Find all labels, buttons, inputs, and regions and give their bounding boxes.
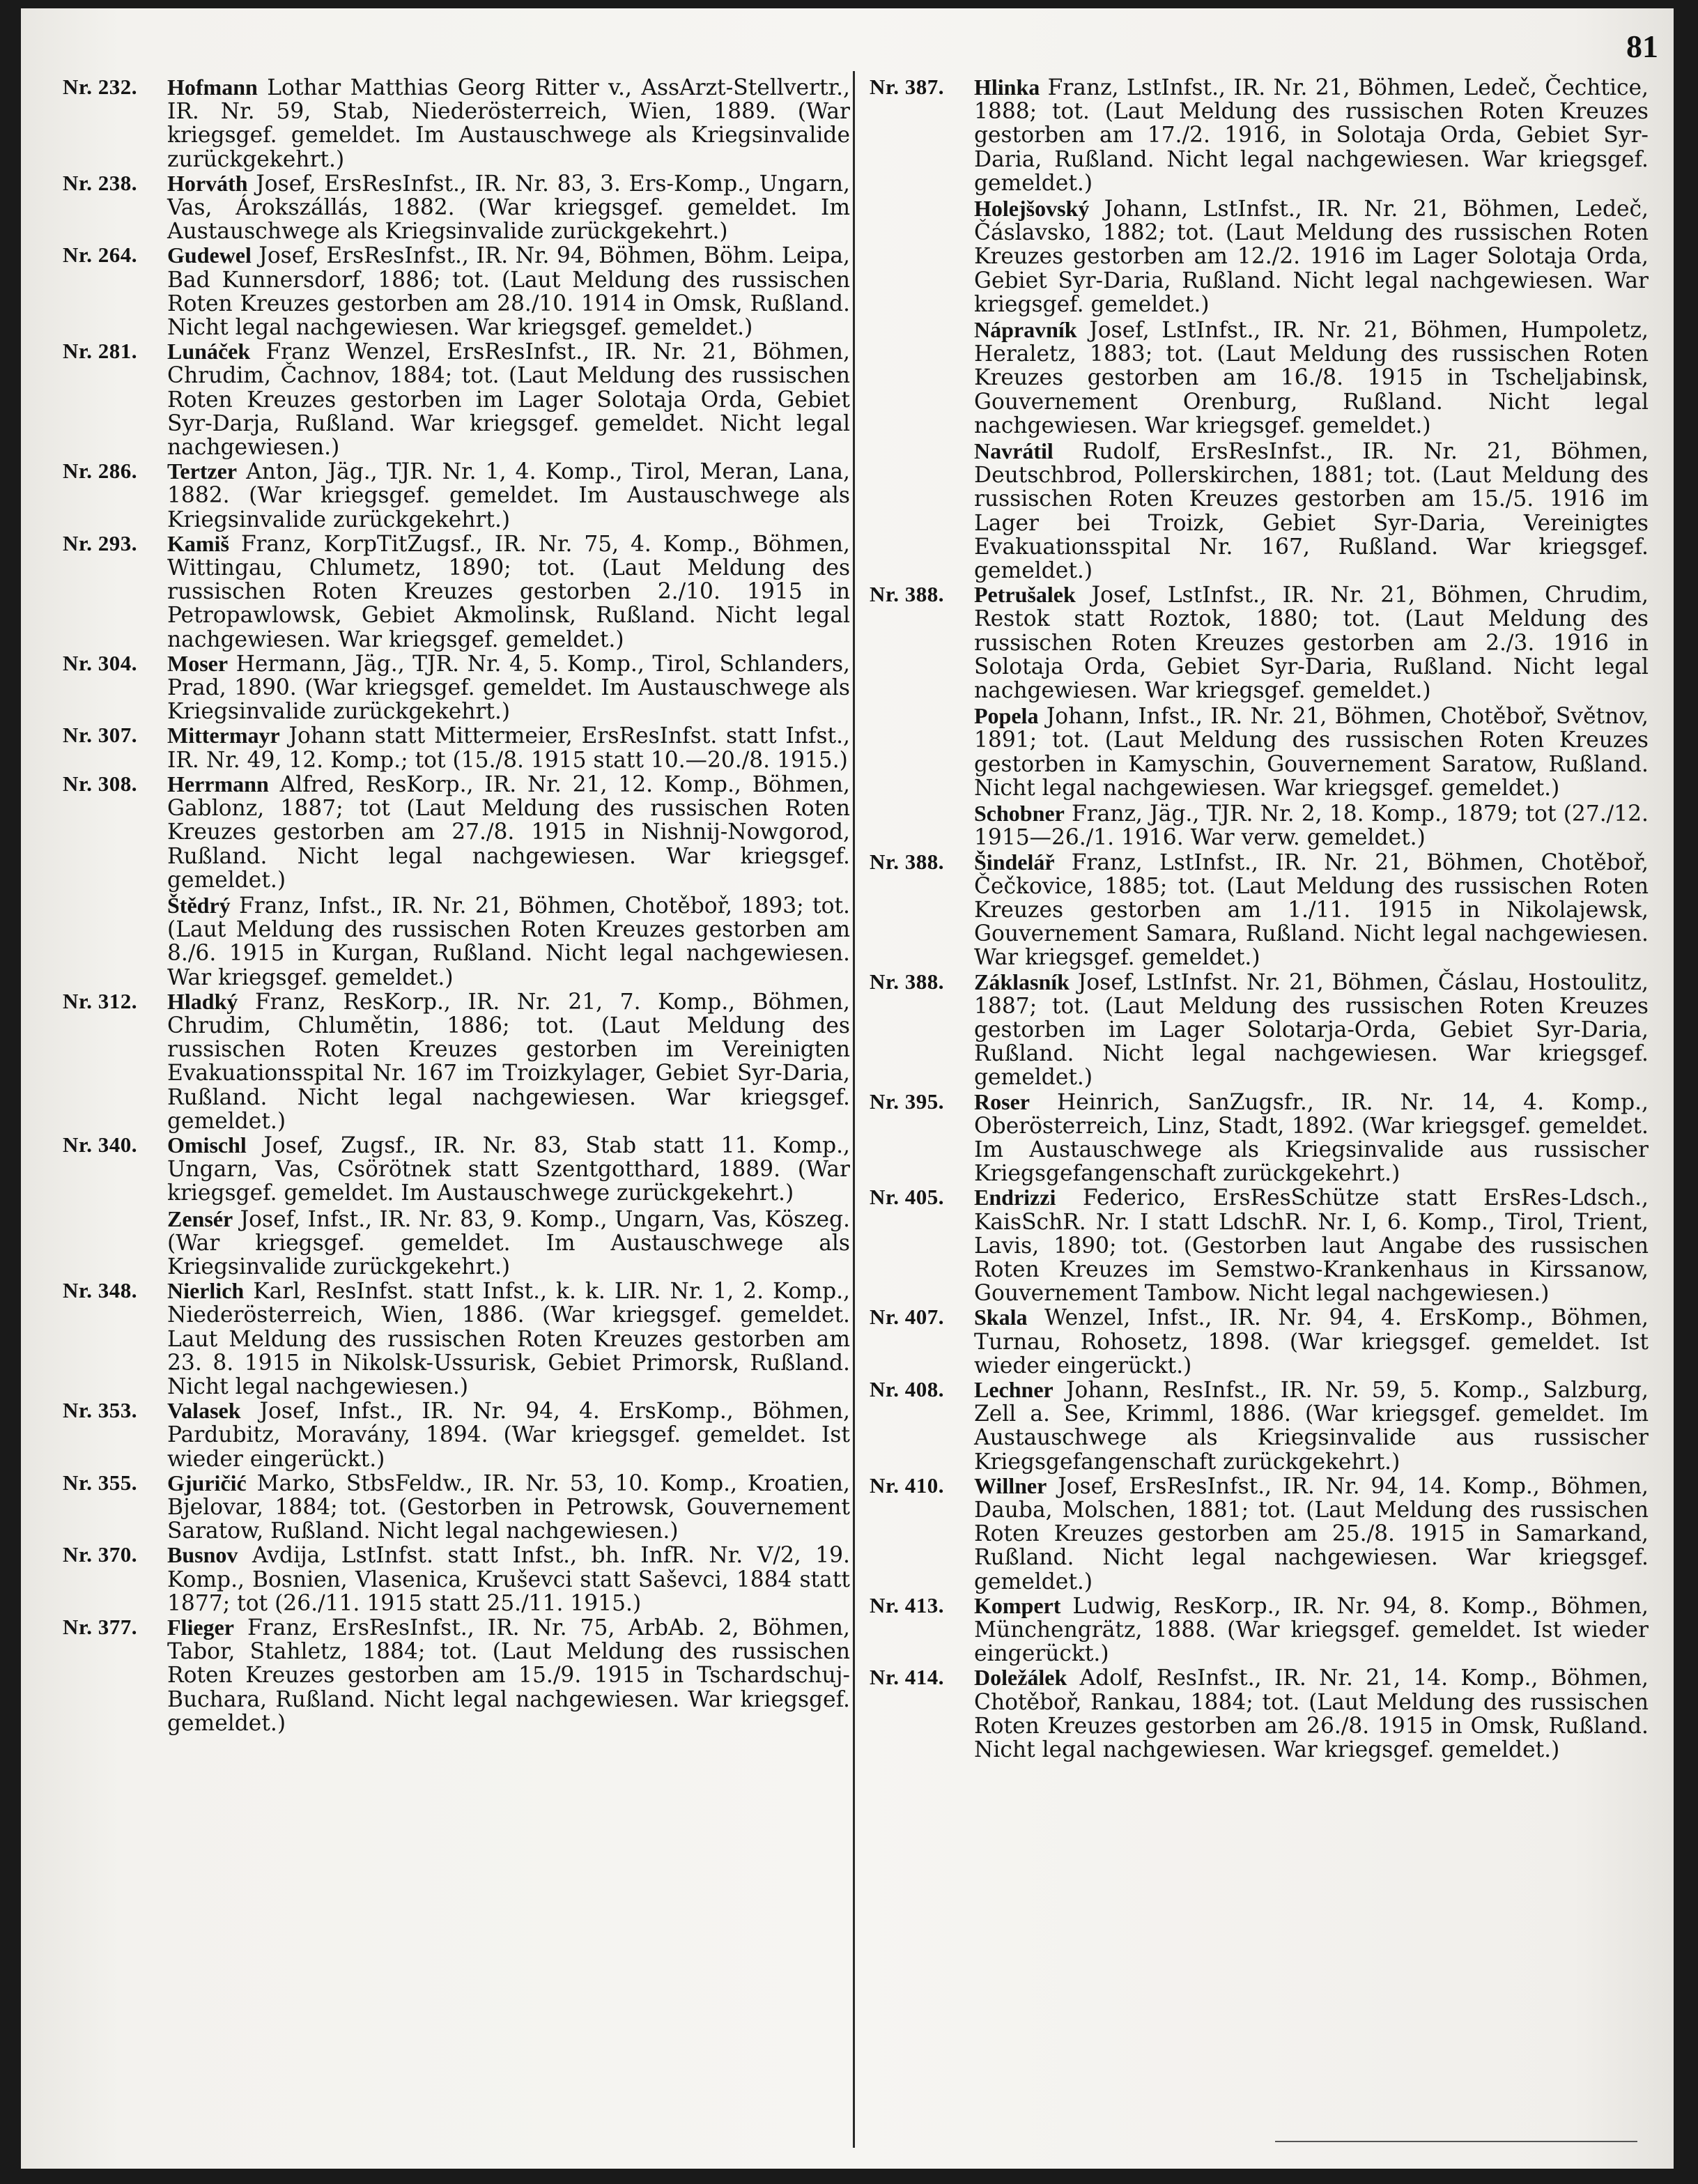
entry-surname: Endrizzi [974,1185,1056,1210]
entry-number: Nr. 232. [63,75,138,99]
entry-details: Franz Wenzel, ErsResInfst., IR. Nr. 21, Böhmen, Chrudim, Čachnov, 1884; tot. (Laut Meldung des russischen Roten Kreuzes gestorben im Lager Solotaja Orda, Gebiet Syr-Darja, Rußland. War kriegsgef. gemeldet. Nicht legal nachgewiesen.) [167,339,850,461]
entry-surname: Hofmann [167,75,258,100]
entry-number: Nr. 238. [63,170,138,195]
entry-number: Nr. 348. [63,1278,138,1303]
entry-surname: Petrušalek [974,582,1076,608]
list-entry [63,652,850,724]
entry-number: Nr. 413. [870,1592,945,1617]
entry-details: Johann statt Mittermeier, ErsResInfst. statt Infst., IR. Nr. 49, 12. Komp.; tot (15./8. 1915 statt 10.—20./8. 1915.) [167,723,850,773]
entry-details: Franz, LstInfst., IR. Nr. 21, Böhmen, Ledeč, Čechtice, 1888; tot. (Laut Meldung des russischen Roten Kreuzes gestorben am 17./2. 1916, in Solotaja Orda, Gebiet Syr-Daria, Rußland. Nicht legal nachgewiesen. War kriegsgef. gemeldet.) [974,75,1649,196]
page-number: 81 [1626,29,1658,64]
entry-details: Heinrich, SanZugsfr., IR. Nr. 14, 4. Komp., Oberösterreich, Linz, Stadt, 1892. (War kriegsgef. gemeldet. Im Austauschwege als Kriegsinvalide aus russischer Kriegsgefangenschaft zurückgekehrt.) [974,1089,1649,1187]
entry-details: Johann, ResInfst., IR. Nr. 59, 5. Komp., Salzburg, Zell a. See, Krimml, 1886. (War kriegsgef. gemeldet. Im Austauschwege als Kriegsinvalide aus russischer Kriegsgefangenschaft zurückgekehrt.) [974,1377,1649,1475]
entry-number: Nr. 405. [870,1185,945,1210]
entry-number: Nr. 414. [870,1665,945,1690]
list-entry [63,772,850,892]
entry-number: Nr. 286. [63,459,138,484]
list-entry [870,439,1649,583]
entry-surname: Holejšovský [974,196,1090,222]
entry-details: Marko, StbsFeldw., IR. Nr. 53, 10. Komp., Kroatien, Bjelovar, 1884; tot. (Gestorben in Petrowsk, Gouvernement Saratow, Rußland. Nicht legal nachgewiesen.) [167,1470,850,1544]
entry-details: Ludwig, ResKorp., IR. Nr. 94, 8. Komp., Böhmen, Münchengrätz, 1888. (War kriegsgef. gemeldet. Ist wieder eingerückt.) [974,1593,1649,1667]
entry-details: Josef, LstInfst., IR. Nr. 21, Böhmen, Humpoletz, Heraletz, 1883; tot. (Laut Meldung des russischen Roten Kreuzes gestorben am 16./8. 1915 in Tscheljabinsk, Gouvernement Orenburg, Rußland. Nicht legal nachgewiesen. War kriegsgef. gemeldet.) [974,318,1649,438]
list-entry [63,1207,850,1279]
entry-surname: Valasek [167,1398,241,1424]
column-divider [853,71,855,2148]
entry-surname: Štědrý [167,892,231,918]
list-entry [870,801,1649,849]
entry-surname: Záklasník [974,969,1070,994]
entry-surname: Busnov [167,1542,238,1568]
entry-surname: Nápravník [974,317,1077,343]
entry-surname: Lechner [974,1376,1053,1402]
entry-details: Josef, ErsResInfst., IR. Nr. 94, 14. Komp., Böhmen, Dauba, Molschen, 1881; tot. (Laut Meldung des russischen Roten Kreuzes gestorben am 25./8. 1915 in Samarkand, Rußland. Nicht legal nachgewiesen. War kriegsgef. gemeldet.) [974,1473,1649,1594]
entry-surname: Schobner [974,801,1065,826]
entry-number: Nr. 395. [870,1089,945,1114]
entry-details: Federico, ErsResSchütze statt ErsRes-Ldsch., KaisSchR. Nr. I statt LdschR. Nr. I, 6. Komp., Tirol, Trient, Lavis, 1890; tot. (Gestorben laut Angabe des russischen Roten Kreuzes im Semstwo-Krankenhaus in Kirssanow, Gouvernement Tambow. Nicht legal nachgewiesen.) [974,1185,1649,1307]
entry-surname: Omischl [167,1132,247,1158]
list-entry [870,850,1649,970]
entry-surname: Flieger [167,1615,234,1640]
entry-surname: Horváth [167,170,248,196]
list-entry [870,970,1649,1090]
entry-number: Nr. 355. [63,1470,138,1495]
entry-surname: Navrátil [974,438,1053,464]
entry-surname: Willner [974,1472,1047,1498]
entry-surname: Zensér [167,1206,233,1231]
list-entry [870,1594,1649,1666]
list-entry [870,1474,1649,1594]
entry-number: Nr. 388. [870,582,945,607]
entry-details: Karl, ResInfst. statt Infst., k. k. LIR. Nr. 1, 2. Komp., Niederösterreich, Wien, 1886. (War kriegsgef. gemeldet. Laut Meldung des russischen Roten Kreuzes gestorben am 23. 8. 1915 in Nikolsk-Ussurisk, Gebiet Primorsk, Rußland. Nicht legal nachgewiesen.) [167,1279,851,1399]
entry-details: Franz, ErsResInfst., IR. Nr. 75, ArbAb. 2, Böhmen, Tabor, Stahletz, 1884; tot. (Laut Meldung des russischen Roten Kreuzes gestorben am 15./9. 1915 in Tschardschuj-Buchara, Rußland. Nicht legal nachgewiesen. War kriegsgef. gemeldet.) [167,1615,850,1736]
entry-surname: Roser [974,1089,1030,1114]
list-entry [870,1090,1649,1186]
list-entry [870,1666,1649,1762]
entry-number: Nr. 308. [63,771,138,796]
list-entry [63,990,850,1133]
list-entry [63,1399,850,1471]
entry-details: Adolf, ResInfst., IR. Nr. 21, 14. Komp., Böhmen, Chotěboř, Rankau, 1884; tot. (Laut Meldung des russischen Roten Kreuzes gestorben am 26./8. 1915 in Omsk, Rußland. Nicht legal nachgewiesen. War kriegsgef. gemeldet.) [974,1666,1649,1763]
left-column [63,75,850,1735]
entry-surname: Herrmann [167,771,269,797]
entry-details: Anton, Jäg., TJR. Nr. 1, 4. Komp., Tirol, Meran, Lana, 1882. (War kriegsgef. gemeldet. Im Austauschwege als Kriegsinvalide zurückgekehrt.) [167,459,850,532]
entry-number: Nr. 370. [63,1542,138,1567]
entry-details: Franz, Infst., IR. Nr. 21, Böhmen, Chotěboř, 1893; tot. (Laut Meldung des russischen Roten Kreuzes gestorben am 8./6. 1915 in Kurgan, Rußland. Nicht legal nachgewiesen. War kriegsgef. gemeldet.) [167,893,850,990]
entry-details: Josef, ErsResInfst., IR. Nr. 83, 3. Ers-Komp., Ungarn, Vas, Árokszállás, 1882. (War kriegsgef. gemeldet. Im Austauschwege als Kriegsinvalide zurückgekehrt.) [167,171,850,245]
entry-details: Franz, KorpTitZugsf., IR. Nr. 75, 4. Komp., Böhmen, Wittingau, Chlumetz, 1890; tot. (Laut Meldung des russischen Roten Kreuzes gestorben 2./10. 1915 in Petropawlowsk, Gebiet Akmolinsk, Rußland. Nicht legal nachgewiesen. War kriegsgef. gemeldet.) [167,531,850,652]
list-entry [63,171,850,244]
entry-number: Nr. 387. [870,75,945,99]
entry-number: Nr. 307. [63,723,138,748]
entry-details: Josef, ErsResInfst., IR. Nr. 94, Böhmen, Böhm. Leipa, Bad Kunnersdorf, 1886; tot. (Laut Meldung des russischen Roten Kreuzes gestorben am 28./10. 1914 in Omsk, Rußland. Nicht legal nachgewiesen. War kriegsgef. gemeldet.) [167,243,851,341]
entry-number: Nr. 377. [63,1615,138,1639]
list-entry [63,1133,850,1206]
list-entry [63,459,850,532]
entry-surname: Hladký [167,988,238,1014]
list-entry [63,893,850,990]
entry-details: Franz, Jäg., TJR. Nr. 2, 18. Komp., 1879; tot (27./12. 1915—26./1. 1916. War verw. gemeldet.) [974,801,1649,851]
entry-number: Nr. 353. [63,1398,138,1423]
entry-details: Alfred, ResKorp., IR. Nr. 21, 12. Komp., Böhmen, Gablonz, 1887; tot (Laut Meldung des russischen Roten Kreuzes gestorben am 27./8. 1915 in Nishnij-Nowgorod, Rußland. Nicht legal nachgewiesen. War kriegsgef. gemeldet.) [167,771,850,893]
entry-details: Josef, LstInfst., IR. Nr. 21, Böhmen, Chrudim, Restok statt Roztok, 1880; tot. (Laut Meldung des russischen Roten Kreuzes gestorben am 2./3. 1916 in Solotaja Orda, Gebiet Syr-Daria, Rußland. Nicht legal nachgewiesen. War kriegsgef. gemeldet.) [974,583,1649,704]
list-entry [63,1615,850,1735]
list-entry [870,197,1649,316]
entry-details: Josef, LstInfst. Nr. 21, Böhmen, Čáslau, Hostoulitz, 1887; tot. (Laut Meldung des russischen Roten Kreuzes gestorben im Lager Solotarja-Orda, Gebiet Syr-Daria, Rußland. Nicht legal nachgewiesen. War kriegsgef. gemeldet.) [974,969,1649,1091]
entry-number: Nr. 304. [63,650,138,675]
list-entry [63,723,850,771]
entry-details: Josef, Infst., IR. Nr. 83, 9. Komp., Ungarn, Vas, Köszeg. (War kriegsgef. gemeldet. Im Austauschwege als Kriegsinvalide zurückgekehrt.) [167,1206,850,1279]
entry-details: Rudolf, ErsResInfst., IR. Nr. 21, Böhmen, Deutschbrod, Pollerskirchen, 1881; tot. (Laut Meldung des russischen Roten Kreuzes gestorben am 15./5. 1916 im Lager bei Troizk, Gebiet Syr-Daria, Vereinigtes Evakuationsspital Nr. 167, Rußland. War kriegsgef. gemeldet.) [974,439,1649,584]
entry-number: Nr. 388. [870,969,945,994]
list-entry [870,583,1649,702]
entry-surname: Popela [974,703,1039,729]
list-entry [63,1471,850,1544]
entry-details: Josef, Zugsf., IR. Nr. 83, Stab statt 11. Komp., Ungarn, Vas, Csörötnek statt Szentgotthard, 1889. (War kriegsgef. gemeldet. Im Austauschwege zurückgekehrt.) [167,1132,850,1206]
entry-details: Johann, LstInfst., IR. Nr. 21, Böhmen, Ledeč, Čáslavsko, 1882; tot. (Laut Meldung des russischen Roten Kreuzes gestorben am 12./2. 1916 im Lager Solotaja Orda, Gebiet Syr-Daria, Rußland. Nicht legal nachgewiesen. War kriegsgef. gemeldet.) [974,197,1649,317]
entry-number: Nr. 264. [63,243,138,268]
entry-surname: Šindelář [974,849,1055,875]
list-entry [63,1279,850,1399]
entry-surname: Gudewel [167,243,252,268]
entry-number: Nr. 312. [63,988,138,1013]
entry-number: Nr. 293. [63,530,138,555]
list-entry [63,1543,850,1615]
entry-surname: Skala [974,1305,1028,1330]
footer-rule [1275,2141,1637,2142]
right-column [870,75,1649,1762]
list-entry [870,1305,1649,1378]
entry-surname: Moser [167,650,229,676]
entry-number: Nr. 408. [870,1376,945,1401]
list-entry [870,1378,1649,1474]
entry-details: Johann, Infst., IR. Nr. 21, Böhmen, Chotěboř, Světnov, 1891; tot. (Laut Meldung des russischen Roten Kreuzes gestorben in Kamyschin, Gouvernement Saratow, Rußland. Nicht legal nachgewiesen. War kriegsgef. gemeldet.) [974,704,1649,801]
entry-details: Franz, ResKorp., IR. Nr. 21, 7. Komp., Böhmen, Chrudim, Chlumětin, 1886; tot. (Laut Meldung des russischen Roten Kreuzes gestorben im Vereinigten Evakuationsspital Nr. 167 im Troizkylager, Gebiet Syr-Daria, Rußland. Nicht legal nachgewiesen. War kriegsgef. gemeldet.) [167,989,850,1134]
entry-surname: Hlinka [974,75,1040,100]
entry-number: Nr. 407. [870,1305,945,1330]
entry-surname: Doležálek [974,1665,1067,1691]
document-page [21,8,1674,2169]
entry-details: Avdija, LstInfst. statt Infst., bh. InfR. Nr. V/2, 19. Komp., Bosnien, Vlasenica, Kruševci statt Saševci, 1884 statt 1877; tot (26./11. 1915 statt 25./11. 1915.) [167,1543,851,1616]
list-entry [63,532,850,652]
list-entry [870,704,1649,800]
entry-surname: Tertzer [167,459,238,484]
list-entry [870,318,1649,438]
entry-details: Hermann, Jäg., TJR. Nr. 4, 5. Komp., Tirol, Schlanders, Prad, 1890. (War kriegsgef. gemeldet. Im Austauschwege als Kriegsinvalide zurückgekehrt.) [167,651,851,725]
list-entry [870,1185,1649,1305]
entry-number: Nr. 388. [870,849,945,874]
entry-details: Lothar Matthias Georg Ritter v., AssArzt-Stellvertr., IR. Nr. 59, Stab, Niederösterreich, Wien, 1889. (War kriegsgef. gemeldet. Im Austauschwege als Kriegsinvalide zurückgekehrt.) [167,75,850,172]
entry-surname: Kamiš [167,530,229,556]
list-entry [63,75,850,171]
entry-number: Nr. 281. [63,339,138,364]
entry-surname: Gjuričić [167,1470,247,1495]
entry-surname: Mittermayr [167,723,280,748]
entry-number: Nr. 340. [63,1132,138,1157]
list-entry [63,243,850,339]
entry-surname: Kompert [974,1592,1061,1618]
entry-surname: Nierlich [167,1278,245,1304]
list-entry [63,339,850,459]
entry-details: Wenzel, Infst., IR. Nr. 94, 4. ErsKomp., Böhmen, Turnau, Rohosetz, 1898. (War kriegsgef. gemeldet. Ist wieder eingerückt.) [974,1305,1649,1378]
entry-surname: Lunáček [167,339,251,364]
entry-details: Josef, Infst., IR. Nr. 94, 4. ErsKomp., Böhmen, Pardubitz, Moravány, 1894. (War kriegsgef. gemeldet. Ist wieder eingerückt.) [167,1399,851,1472]
entry-details: Franz, LstInfst., IR. Nr. 21, Böhmen, Chotěboř, Čečkovice, 1885; tot. (Laut Meldung des russischen Roten Kreuzes gestorben am 1./11. 1915 in Nikolajewsk, Gouvernement Samara, Rußland. Nicht legal nachgewiesen. War kriegsgef. gemeldet.) [974,849,1649,971]
list-entry [870,75,1649,195]
entry-number: Nr. 410. [870,1472,945,1498]
